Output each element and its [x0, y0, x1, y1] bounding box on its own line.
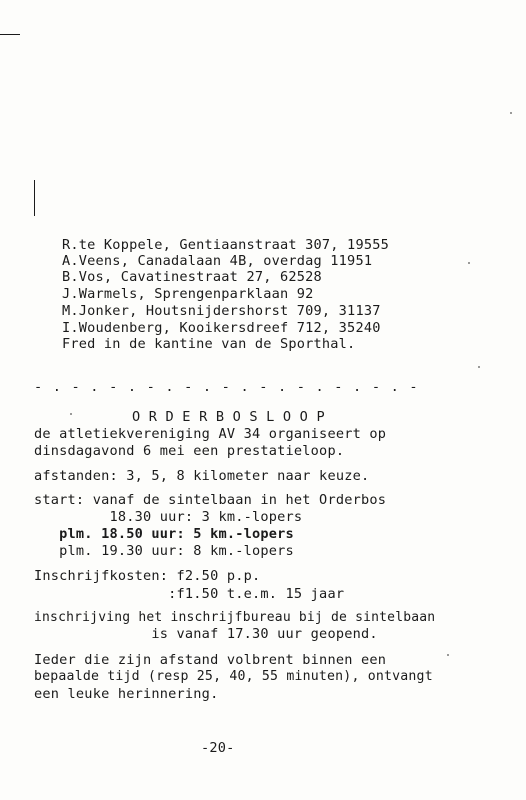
- closing-line: Ieder die zijn afstand volbrent binnen een: [34, 652, 387, 668]
- distances-line: afstanden: 3, 5, 8 kilometer naar keuze.: [34, 468, 370, 484]
- start-line: plm. 19.30 uur: 8 km.-lopers: [34, 543, 294, 559]
- section-title: O R D E R B O S L O O P: [132, 409, 325, 425]
- scan-edge-mark-top: [0, 34, 20, 35]
- scan-speck: [510, 112, 512, 114]
- page-number: -20-: [201, 740, 235, 756]
- scan-speck: [478, 366, 480, 368]
- start-line: start: vanaf de sintelbaan in het Orderbos: [34, 492, 387, 508]
- start-line: 18.30 uur: 3 km.-lopers: [34, 509, 303, 525]
- contact-line: Fred in de kantine van de Sporthal.: [62, 336, 356, 352]
- intro-line: de atletiekvereniging AV 34 organiseert op: [34, 426, 387, 442]
- intro-line: dinsdagavond 6 mei een prestatieloop.: [34, 443, 345, 459]
- contact-line: J.Warmels, Sprengenparklaan 92: [62, 286, 314, 302]
- closing-line: een leuke herinnering.: [34, 686, 219, 702]
- scan-edge-mark-left: [34, 180, 35, 216]
- contact-line: B.Vos, Cavatinestraat 27, 62528: [62, 269, 322, 285]
- scan-speck: [447, 654, 449, 656]
- fees-line: Inschrijfkosten: f2.50 p.p.: [34, 568, 261, 584]
- scan-speck: [468, 262, 470, 264]
- fees-line: :f1.50 t.e.m. 15 jaar: [34, 586, 345, 602]
- scan-speck: [70, 413, 72, 415]
- section-divider: - . - . - . - . - . - . - . - . - . - . -: [34, 379, 419, 395]
- contact-line: I.Woudenberg, Kooikersdreef 712, 35240: [62, 320, 381, 336]
- contact-line: M.Jonker, Houtsnijdershorst 709, 31137: [62, 303, 381, 319]
- closing-line: bepaalde tijd (resp 25, 40, 55 minuten), ontvangt: [34, 669, 433, 684]
- registration-line: is vanaf 17.30 uur geopend.: [34, 626, 378, 642]
- registration-line: inschrijving het inschrijfbureau bij de sintelbaan: [34, 610, 436, 625]
- start-line: plm. 18.50 uur: 5 km.-lopers: [34, 526, 294, 542]
- contact-line: A.Veens, Canadalaan 4B, overdag 11951: [62, 253, 373, 269]
- contact-line: R.te Koppele, Gentiaanstraat 307, 19555: [62, 237, 389, 253]
